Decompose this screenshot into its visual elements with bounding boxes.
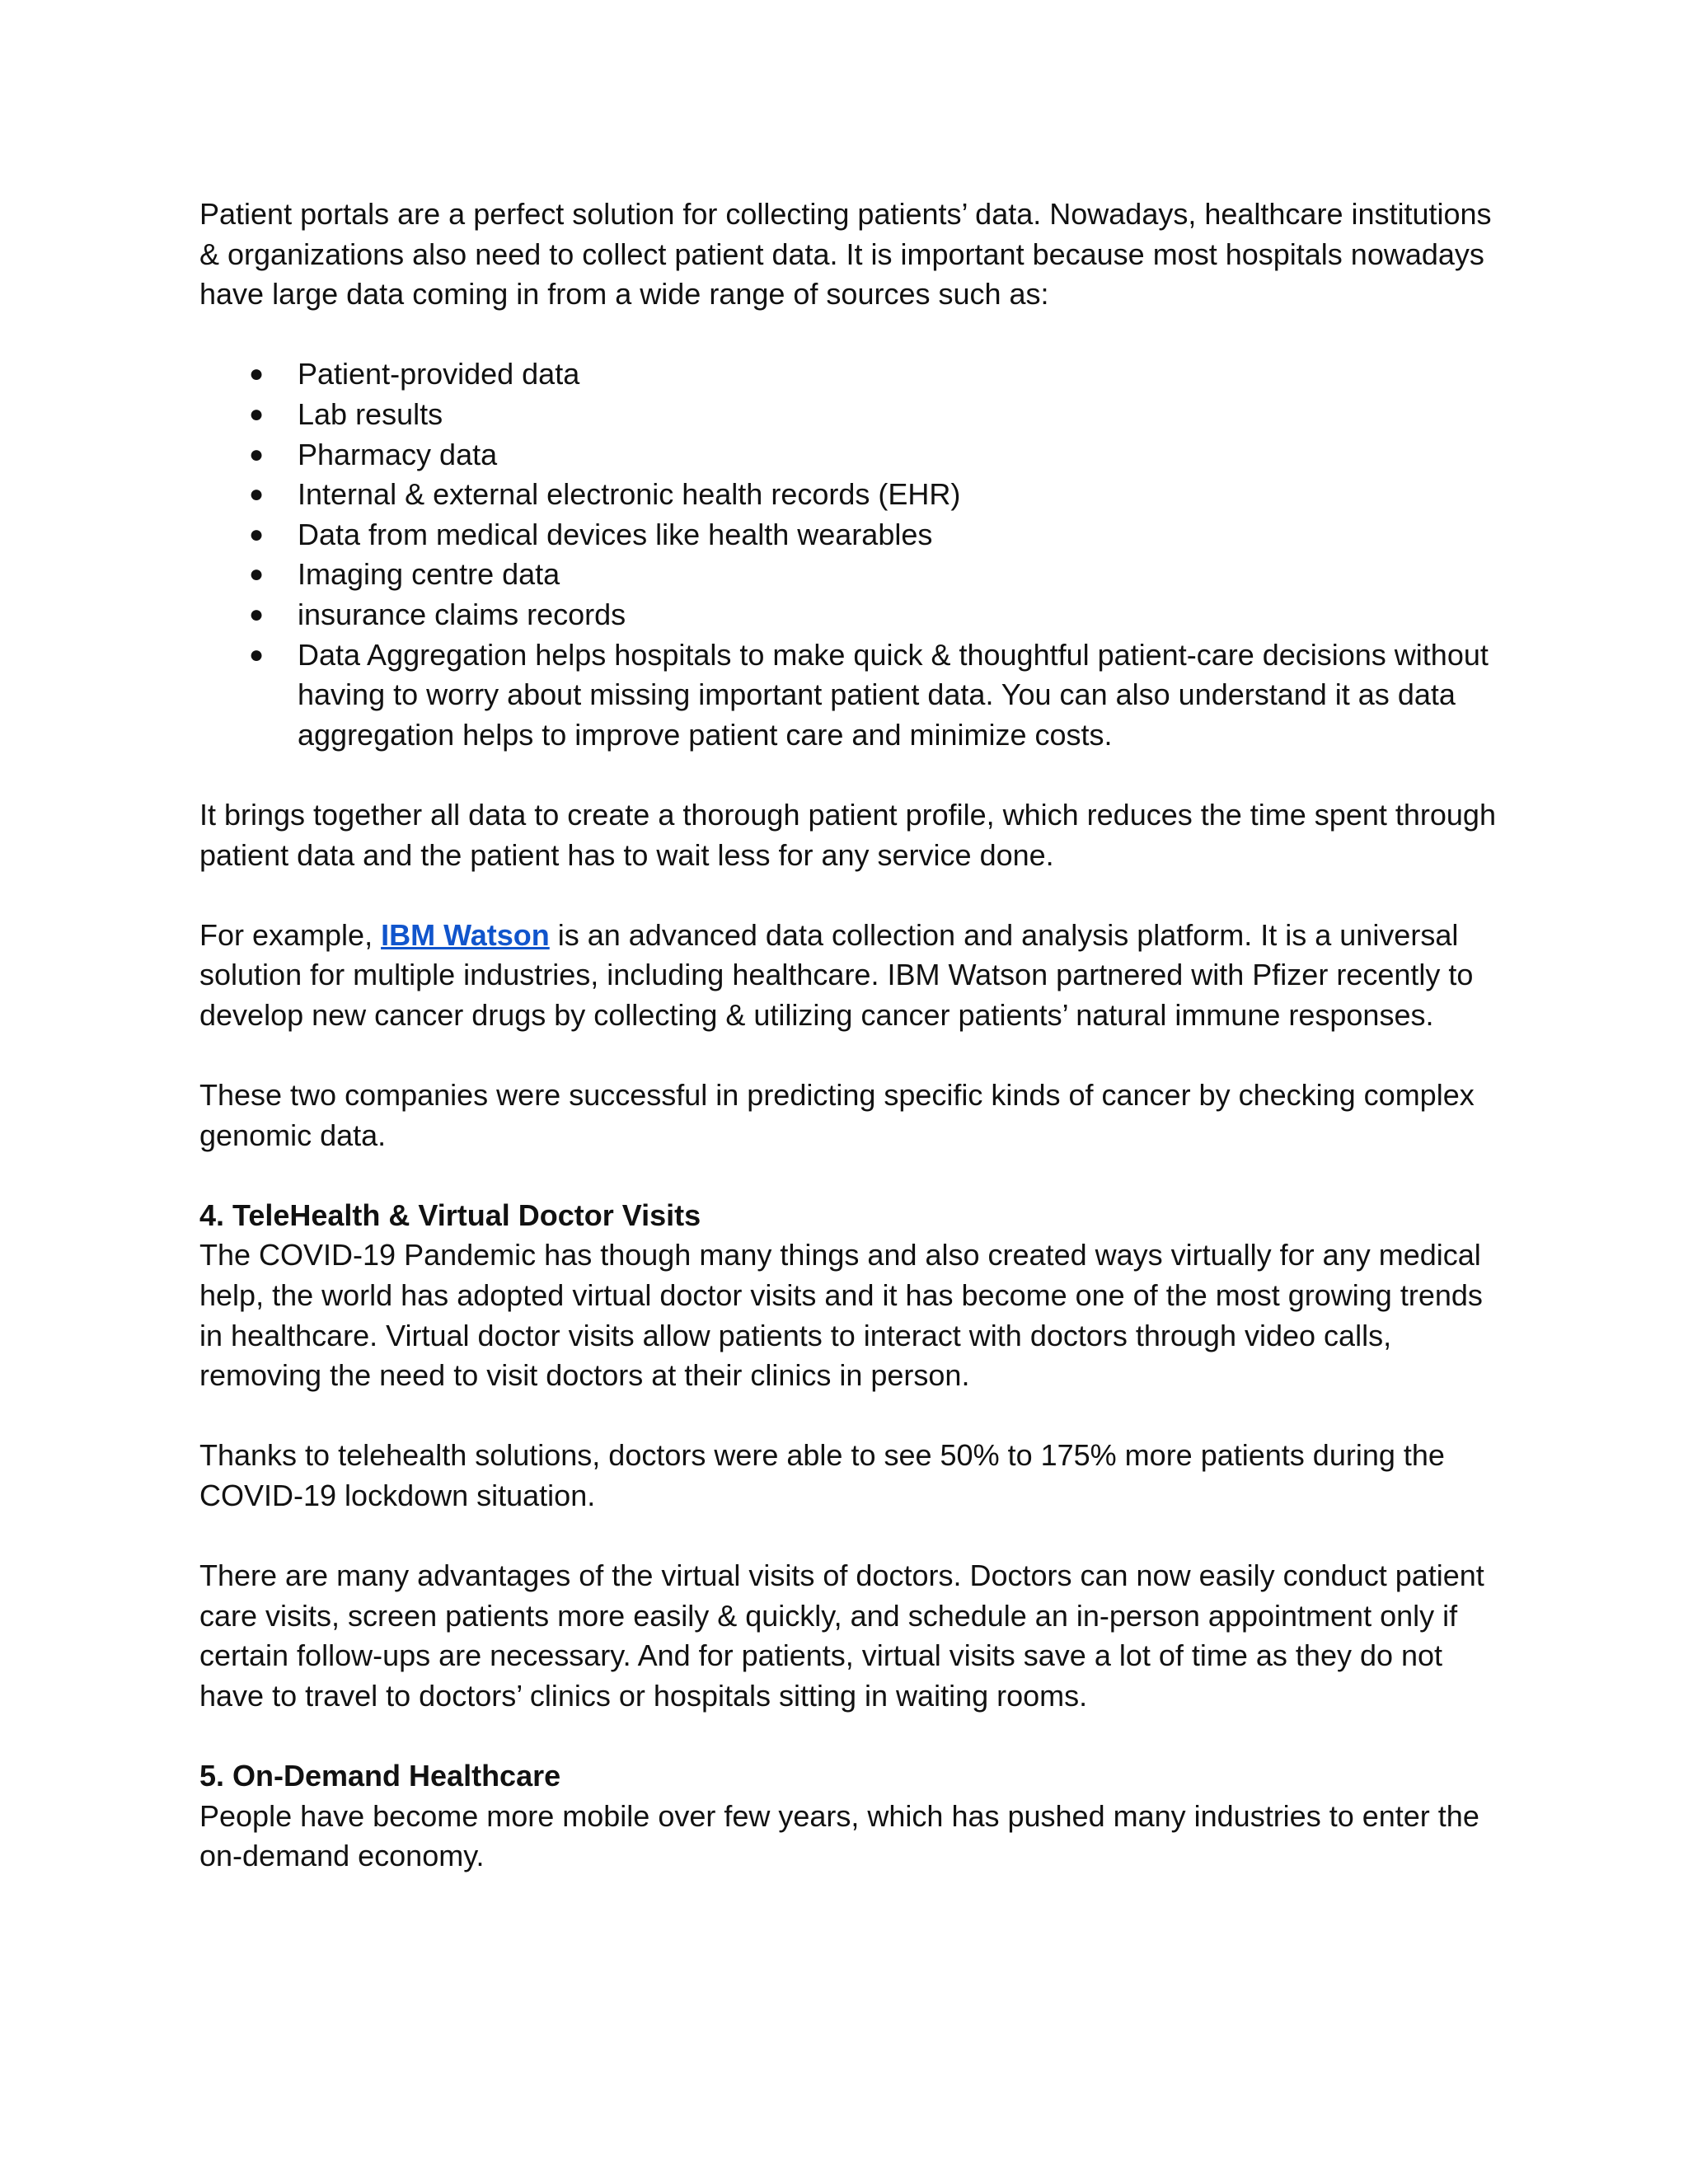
list-item-text: insurance claims records	[298, 597, 626, 631]
bullet-icon: ●	[249, 600, 265, 628]
list-item-text: Data Aggregation helps hospitals to make quick & thoughtful patient-care decisions without having to worry about missing important patient data. You can also understand it as data aggregation helps to improve patient care and minimize costs.	[298, 637, 1489, 752]
bullet-icon: ●	[249, 520, 265, 548]
list-item	[199, 555, 1502, 595]
list-item-text: Patient-provided data	[298, 357, 580, 391]
list-item	[199, 354, 1502, 395]
list-item	[199, 635, 1502, 756]
bullet-icon: ●	[249, 440, 265, 468]
section-4-paragraph-1: The COVID-19 Pandemic has though many things and also created ways virtually for any medical help, the world has adopted virtual doctor visits and it has become one of the most growing trends in healthcare. Virtual doctor visits allow patients to interact with doctors through video calls, removing the need to visit doctors at their clinics in person.	[199, 1238, 1483, 1393]
list-item	[199, 395, 1502, 435]
list-item	[199, 515, 1502, 555]
list-item-text: Imaging centre data	[298, 557, 560, 592]
list-item-text: Pharmacy data	[298, 437, 498, 471]
example-paragraph	[199, 916, 1502, 1036]
section-5-heading: 5. On-Demand Healthcare	[199, 1759, 561, 1793]
companies-paragraph: These two companies were successful in predicting specific kinds of cancer by checking complex genomic data.	[199, 1078, 1475, 1152]
ibm-watson-link[interactable]: IBM Watson	[381, 917, 550, 952]
bullet-icon: ●	[249, 560, 265, 588]
section-4-heading: 4. TeleHealth & Virtual Doctor Visits	[199, 1197, 701, 1232]
bullet-icon: ●	[249, 640, 265, 668]
list-item	[199, 475, 1502, 515]
bullet-icon: ●	[249, 480, 265, 509]
section-5-paragraph-1: People have become more mobile over few years, which has pushed many industries to enter the on-demand economy.	[199, 1798, 1479, 1873]
document-page	[199, 194, 1502, 1917]
example-text-after-link: is an advanced data collection and analysis platform. It is a universal solution for multiple industries, including healthcare. IBM Watson partnered with Pfizer recently to develop new cancer drugs by collecting & utilizing cancer patients’ natural immune responses.	[199, 917, 1474, 1032]
data-sources-list	[199, 354, 1502, 755]
section-4-paragraph-2: Thanks to telehealth solutions, doctors were able to see 50% to 175% more patients during the COVID-19 lockdown situation.	[199, 1438, 1445, 1512]
profile-paragraph: It brings together all data to create a thorough patient profile, which reduces the time spent through patient data and the patient has to wait less for any service done.	[199, 797, 1496, 872]
list-item	[199, 435, 1502, 476]
list-item-text: Lab results	[298, 396, 443, 431]
bullet-icon: ●	[249, 360, 265, 388]
list-item	[199, 595, 1502, 635]
section-4-paragraph-3: There are many advantages of the virtual visits of doctors. Doctors can now easily conduct patient care visits, screen patients more easily & quickly, and schedule an in-person appointment only if certain follow-ups are necessary. And for patients, virtual visits save a lot of time as they do not have to travel to doctors’ clinics or hospitals sitting in waiting rooms.	[199, 1558, 1484, 1713]
list-item-text: Internal & external electronic health records (EHR)	[298, 477, 961, 512]
example-text-before-link: For example,	[199, 917, 382, 952]
bullet-icon: ●	[249, 400, 265, 428]
list-item-text: Data from medical devices like health wearables	[298, 517, 933, 551]
intro-paragraph: Patient portals are a perfect solution for collecting patients’ data. Nowadays, healthcare institutions & organizations also need to collect patient data. It is important because most hospitals nowadays have large data coming in from a wide range of sources such as:	[199, 197, 1492, 312]
